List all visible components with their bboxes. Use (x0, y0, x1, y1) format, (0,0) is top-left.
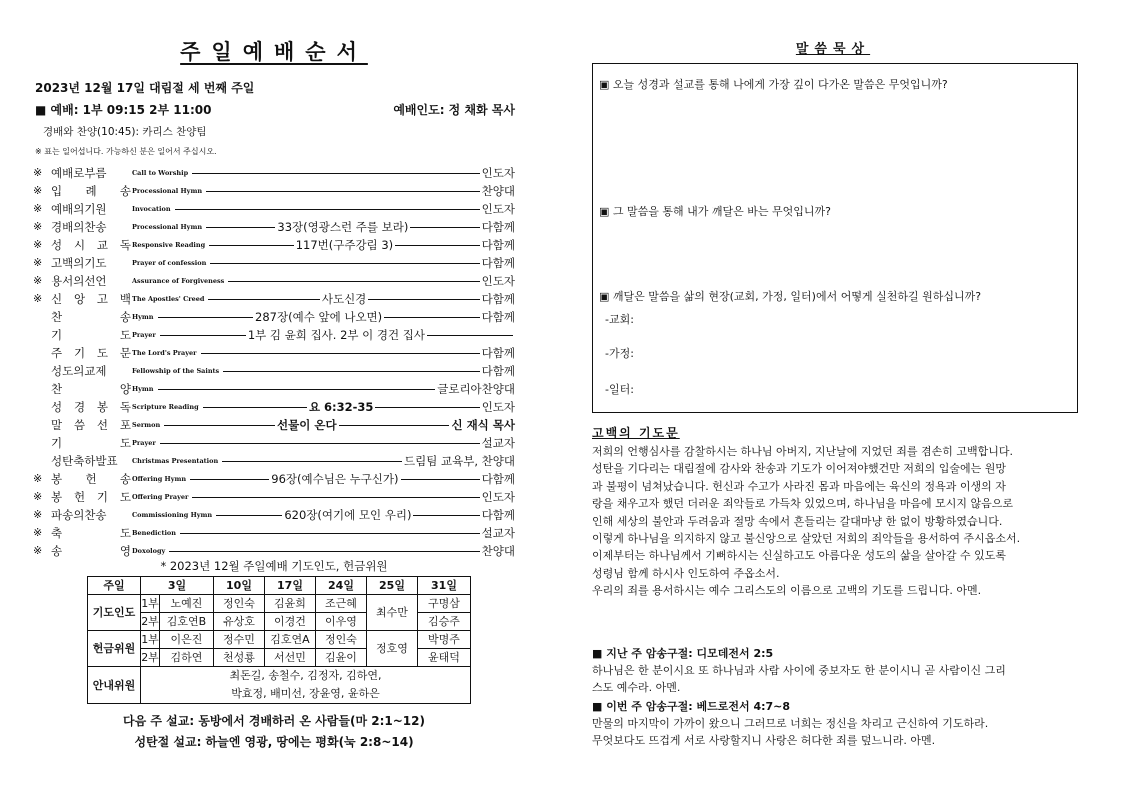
standing-mark: ※ (33, 220, 43, 233)
name-char: 경 (73, 400, 86, 414)
order-row (33, 488, 515, 506)
name-char: 기 (73, 346, 86, 360)
table-cell: 윤태덕 (418, 649, 471, 667)
order-item-english: Fellowship of the Saints (132, 367, 220, 375)
order-item-detail: 33장(영광스런 주를 보라) (277, 220, 409, 234)
name-char: 도 (119, 526, 131, 540)
name-char: 송 (119, 472, 131, 486)
next-sermon: 다음 주 설교: 동방에서 경배하러 온 사람들(마 2:1~12) (123, 714, 425, 728)
name-char: 도 (96, 346, 109, 360)
order-list (33, 164, 515, 560)
leader-line (175, 209, 480, 210)
order-item-person: 설교자 (481, 436, 515, 450)
confession-line: 저희의 언행심사를 감찰하시는 하나님 아버지, 지난날에 지었던 죄를 겸손히 고백합니다. (592, 445, 1013, 458)
table-cell: 김윤이 (316, 649, 367, 667)
order-row (33, 236, 515, 254)
name-char: 기 (51, 328, 63, 342)
name-char: 성 (51, 400, 63, 414)
order-item-person: 다함께 (481, 256, 515, 270)
usher-line: 최돈길, 송철수, 김정자, 김하연, (229, 669, 382, 682)
order-item-detail: 117번(구주강림 3) (295, 238, 394, 252)
leader-line (384, 317, 480, 318)
table-cell: 최수만 (367, 595, 418, 631)
name-char: 기 (51, 436, 63, 450)
order-item-english: Offering Hymn (132, 475, 187, 483)
question-2: ▣ 그 말씀을 통해 내가 깨달은 바는 무엇입니까? (599, 205, 831, 218)
name-char: 봉 (51, 472, 63, 486)
order-item-english: Prayer of confession (132, 259, 207, 267)
order-item-english: Hymn (132, 385, 154, 393)
page-title: 주일예배순서 (180, 40, 368, 64)
table-row (88, 595, 471, 613)
order-item-name (51, 326, 131, 344)
name-char: 도 (119, 436, 131, 450)
order-item-english: Call to Worship (132, 169, 189, 177)
order-item-english: Processional Hymn (132, 187, 203, 195)
order-row (33, 398, 515, 416)
confession-line: 랑을 채우고자 했던 더러운 죄악들로 가득차 있었으며, 하나님을 마음에 모시지 않음으로 (592, 497, 1013, 511)
table-cell: 헌금위원 (88, 631, 141, 667)
order-item-english: Prayer (132, 439, 156, 447)
order-item-person: 다함께 (481, 292, 515, 306)
name-char: 주 (51, 346, 63, 360)
name-char: 찬 (51, 382, 63, 396)
table-header: 25일 (367, 577, 418, 595)
table-cell: 이경건 (265, 613, 316, 631)
order-row (33, 362, 515, 380)
table-row (88, 667, 471, 704)
order-row (33, 470, 515, 488)
order-item-person: 다함께 (481, 472, 516, 486)
meditation-title: 말씀묵상 (795, 42, 871, 57)
order-item-name: 예배로부름 (51, 166, 107, 180)
order-item-detail: 287장(예수 앞에 나오면) (255, 310, 383, 324)
table-row (88, 577, 471, 595)
name-char: 헌 (85, 472, 97, 486)
confession-line: 인해 세상의 불안과 두려움과 절망 속에서 흔들리는 갈대마냥 한 없이 방황하였습니다. (592, 514, 1003, 528)
table-cell: 1부 (141, 595, 160, 613)
table-cell: 기도인도 (88, 595, 141, 631)
table-cell: 김승주 (418, 613, 471, 631)
standing-mark: ※ (33, 526, 43, 539)
order-row (33, 380, 515, 398)
order-item-person: 글로리아찬양대 (437, 382, 515, 396)
name-char: 고 (96, 292, 109, 306)
table-header: 3일 (141, 577, 214, 595)
order-item-detail: 1부 김 윤희 집사. 2부 이 경건 집사 (247, 328, 426, 342)
leader-line (222, 461, 402, 462)
schedule-title: * 2023년 12월 주일예배 기도인도, 헌금위원 (160, 559, 388, 573)
order-item-english: Commissioning Hymn (132, 511, 213, 519)
table-cell: 김하연 (160, 649, 214, 667)
order-item-person: 다함께 (481, 310, 515, 324)
order-row (33, 308, 515, 326)
order-item-detail: 선물이 온다 (277, 418, 337, 432)
name-char: 도 (119, 328, 131, 342)
order-item-person: 다함께 (481, 220, 516, 234)
this-week-verse-line: 무엇보다도 뜨겁게 서로 사랑할지니 사랑은 허다한 죄를 덮느니라. 아멘. (592, 734, 936, 747)
order-item-name (51, 182, 131, 200)
order-item-person: 다함께 (481, 346, 515, 360)
last-week-verse-heading: ■ 지난 주 암송구절: 디모데전서 2:5 (592, 647, 774, 660)
order-item-english: Scripture Reading (132, 403, 199, 411)
last-week-verse-line: 스도 예수라. 아멘. (592, 681, 681, 694)
leader-line (206, 227, 275, 228)
leader-line (208, 299, 319, 300)
order-item-person: 다함께 (481, 508, 516, 522)
leader-line (413, 515, 479, 516)
leader-line (192, 173, 480, 174)
question-3: ▣ 깨달은 말씀을 삶의 현장(교회, 가정, 일터)에서 어떻게 실천하길 원하십니까? (599, 290, 982, 303)
order-item-english: Hymn (132, 313, 154, 321)
table-header: 31일 (418, 577, 471, 595)
confession-prayer (592, 443, 1078, 600)
order-item-name (51, 290, 131, 308)
name-char: 헌 (73, 490, 86, 504)
name-char: 백 (119, 292, 131, 306)
leader-line (160, 443, 480, 444)
answer-home[interactable]: -가정: (605, 347, 634, 360)
standing-mark: ※ (33, 202, 43, 215)
order-item-person: 다함께 (481, 364, 515, 378)
order-item-person: 인도자 (481, 490, 515, 504)
order-row (33, 218, 515, 236)
confession-line: 성령님 함께 하시사 인도하여 주옵소서. (592, 566, 780, 580)
name-char: 송 (51, 544, 63, 558)
order-item-person: 찬양대 (481, 184, 515, 198)
order-row (33, 254, 515, 272)
standing-mark: ※ (33, 256, 43, 269)
table-header: 24일 (316, 577, 367, 595)
table-cell: 구명삼 (418, 595, 471, 613)
name-char: 기 (96, 490, 109, 504)
order-item-detail: 96장(예수님은 누구신가) (271, 472, 399, 486)
order-item-person: 찬양대 (481, 544, 515, 558)
leader-line (410, 227, 479, 228)
order-item-english: Sermon (132, 421, 161, 429)
leader-line (427, 335, 513, 336)
order-item-detail: 요 6:32-35 (308, 400, 374, 414)
table-cell: 정인숙 (316, 631, 367, 649)
leader-line (164, 425, 275, 426)
order-item-english: Christmas Presentation (132, 457, 219, 465)
order-item-english: Assurance of Forgiveness (132, 277, 225, 285)
name-char: 성 (51, 238, 63, 252)
name-char: 봉 (96, 400, 109, 414)
leader-line (223, 371, 479, 372)
standing-mark: ※ (33, 472, 43, 485)
order-item-name (51, 524, 131, 542)
table-cell: 정인숙 (214, 595, 265, 613)
order-row (33, 164, 515, 182)
name-char: 포 (119, 418, 131, 432)
order-row (33, 326, 515, 344)
table-header: 주일 (88, 577, 141, 595)
order-item-person: 드림팀 교육부, 찬양대 (404, 454, 515, 468)
standing-mark: ※ (33, 184, 43, 197)
order-item-name (51, 470, 131, 488)
leader-line (190, 479, 269, 480)
order-item-person: 인도자 (481, 202, 515, 216)
order-item-detail: 620장(여기에 모인 우리) (284, 508, 412, 522)
order-item-name (51, 236, 131, 254)
order-item-person: 다함께 (481, 238, 515, 252)
order-row (33, 506, 515, 524)
leader-line (395, 245, 480, 246)
order-row (33, 272, 515, 290)
standing-mark: ※ (33, 292, 43, 305)
order-item-english: Prayer (132, 331, 156, 339)
order-item-english: The Lord's Prayer (132, 349, 197, 357)
leader-line (203, 407, 307, 408)
schedule-table (87, 576, 471, 704)
name-char: 례 (85, 184, 97, 198)
confession-line: 이제부터는 하나님께서 기뻐하시는 신실하고도 아름다운 성도의 삶을 살아갈 수 있도록 (592, 549, 1007, 563)
table-cell: 유상호 (214, 613, 265, 631)
name-char: 교 (96, 238, 109, 252)
table-cell: 1부 (141, 631, 160, 649)
name-char: 신 (51, 292, 63, 306)
name-char: 시 (73, 238, 86, 252)
order-item-name (51, 434, 131, 452)
order-item-english: Benediction (132, 529, 176, 537)
table-cell: 김윤희 (265, 595, 316, 613)
standing-mark: ※ (33, 238, 43, 251)
confession-line: 과 불평이 넘쳐났습니다. 헌신과 수고가 사라진 몸과 마음에는 육신의 정욕과 이생의 자 (592, 479, 1006, 493)
confession-line: 우리의 죄를 용서하시는 예수 그리스도의 이름으로 고백의 기도를 드립니다. 아멘. (592, 584, 982, 598)
name-char: 씀 (73, 418, 86, 432)
order-item-english: The Apostles' Creed (132, 295, 205, 303)
table-cell: 박명주 (418, 631, 471, 649)
standing-mark: ※ (33, 490, 43, 503)
leader-line (169, 551, 479, 552)
table-cell: 정수민 (214, 631, 265, 649)
name-char: 독 (119, 238, 131, 252)
leader-line (228, 281, 479, 282)
worship-order-page (33, 0, 515, 794)
date-line: 2023년 12월 17일 대림절 세 번째 주일 (35, 81, 255, 95)
leader-line (368, 299, 479, 300)
order-item-name: 파송의찬송 (51, 508, 107, 522)
standing-mark: ※ (33, 508, 43, 521)
service-times (35, 101, 515, 118)
order-item-name: 성도의교제 (51, 364, 107, 378)
table-header: 10일 (214, 577, 265, 595)
table-cell: 서선민 (265, 649, 316, 667)
order-row (33, 524, 515, 542)
order-item-english: Offering Prayer (132, 493, 189, 501)
name-char: 축 (51, 526, 63, 540)
standing-mark: ※ (33, 544, 43, 557)
leader-line (375, 407, 479, 408)
table-cell: 2부 (141, 613, 160, 631)
order-row (33, 182, 515, 200)
service-times-text: ■ 예배: 1부 09:15 2부 11:00 (35, 103, 212, 117)
leader-line (206, 191, 480, 192)
name-char: 선 (96, 418, 109, 432)
name-char: 도 (119, 490, 131, 504)
name-char: 입 (51, 184, 63, 198)
order-item-name: 예배의기원 (51, 202, 107, 216)
name-char: 독 (119, 400, 131, 414)
order-row (33, 452, 515, 470)
christmas-sermon: 성탄절 설교: 하늘엔 영광, 땅에는 평화(눅 2:8~14) (134, 735, 414, 749)
this-week-verse-heading: ■ 이번 주 암송구절: 베드로전서 4:7~8 (592, 700, 791, 713)
order-item-english: Processional Hymn (132, 223, 203, 231)
order-item-name: 고백의기도 (51, 256, 107, 270)
order-item-person: 설교자 (481, 526, 515, 540)
leader-line (339, 425, 450, 426)
order-row (33, 344, 515, 362)
leader-line (192, 497, 479, 498)
usher-line: 박효정, 배미선, 장윤영, 윤하은 (231, 687, 380, 700)
confession-line: 이렇게 하나님을 의지하지 않고 불신앙으로 살았던 저희의 죄악들을 용서하여 주시옵소서. (592, 532, 1021, 546)
order-row (33, 434, 515, 452)
order-item-english: Doxology (132, 547, 166, 555)
table-row (88, 631, 471, 649)
usher-names (141, 667, 471, 704)
leader-line (210, 263, 479, 264)
order-item-name (51, 308, 131, 326)
table-cell: 이우영 (316, 613, 367, 631)
order-row (33, 416, 515, 434)
table-cell: 노예진 (160, 595, 214, 613)
order-item-name (51, 398, 131, 416)
leader-line (158, 317, 254, 318)
table-cell: 김호연B (160, 613, 214, 631)
order-item-detail: 사도신경 (321, 292, 367, 306)
table-cell: 조근혜 (316, 595, 367, 613)
table-cell: 정호영 (367, 631, 418, 667)
answer-church[interactable]: -교회: (605, 313, 634, 326)
name-char: 찬 (51, 310, 63, 324)
this-week-verse-line: 만물의 마지막이 가까이 왔으니 그러므로 너희는 정신을 차리고 근신하여 기도하라. (592, 717, 989, 730)
order-row (33, 200, 515, 218)
question-1: ▣ 오늘 성경과 설교를 통해 나에게 가장 깊이 다가온 말씀은 무엇입니까? (599, 78, 948, 91)
order-item-person: 인도자 (481, 166, 515, 180)
order-item-name: 용서의선언 (51, 274, 107, 288)
order-item-name: 성탄축하발표 (51, 454, 118, 468)
table-cell: 안내위원 (88, 667, 141, 704)
name-char: 영 (119, 544, 131, 558)
meditation-box (592, 63, 1078, 413)
leader-line (216, 515, 282, 516)
order-item-person: 인도자 (481, 400, 516, 414)
order-item-name: 경배의찬송 (51, 220, 107, 234)
leader-line (401, 479, 480, 480)
order-item-person: 인도자 (481, 274, 515, 288)
praise-info: 경배와 찬양(10:45): 카리스 찬양팀 (43, 126, 207, 138)
table-header: 17일 (265, 577, 316, 595)
name-char: 양 (119, 382, 131, 396)
last-week-verse-line: 하나님은 한 분이시요 또 하나님과 사람 사이에 중보자도 한 분이시니 곧 사람이신 그리 (592, 664, 1006, 677)
name-char: 문 (119, 346, 131, 360)
table-cell: 이은진 (160, 631, 214, 649)
standing-mark: ※ (33, 274, 43, 287)
leader-line (209, 245, 294, 246)
name-char: 앙 (73, 292, 86, 306)
worship-leader: 예배인도: 정 채화 목사 (393, 103, 515, 117)
leader-line (158, 389, 436, 390)
order-item-name (51, 416, 131, 434)
answer-work[interactable]: -일터: (605, 383, 634, 396)
name-char: 송 (119, 310, 131, 324)
table-cell: 천성룡 (214, 649, 265, 667)
order-item-name (51, 380, 131, 398)
table-cell: 김호연A (265, 631, 316, 649)
leader-line (160, 335, 246, 336)
order-item-person: 신 재식 목사 (451, 418, 516, 432)
order-row (33, 290, 515, 308)
order-item-name (51, 488, 131, 506)
meditation-page (588, 0, 1078, 794)
confession-title: 고백의 기도문 (592, 426, 680, 440)
name-char: 송 (119, 184, 131, 198)
order-item-english: Responsive Reading (132, 241, 206, 249)
standing-note: ※ 표는 일어섭니다. 가능하신 분은 일어서 주십시오. (35, 147, 217, 156)
order-item-english: Invocation (132, 205, 171, 213)
order-item-name (51, 344, 131, 362)
standing-mark: ※ (33, 166, 43, 179)
leader-line (180, 533, 480, 534)
name-char: 봉 (51, 490, 63, 504)
name-char: 말 (51, 418, 63, 432)
leader-line (201, 353, 480, 354)
confession-line: 성탄을 기다리는 대림절에 감사와 찬송과 기도가 이어져야했건만 저희의 입술에는 원망 (592, 462, 1007, 476)
table-cell: 2부 (141, 649, 160, 667)
